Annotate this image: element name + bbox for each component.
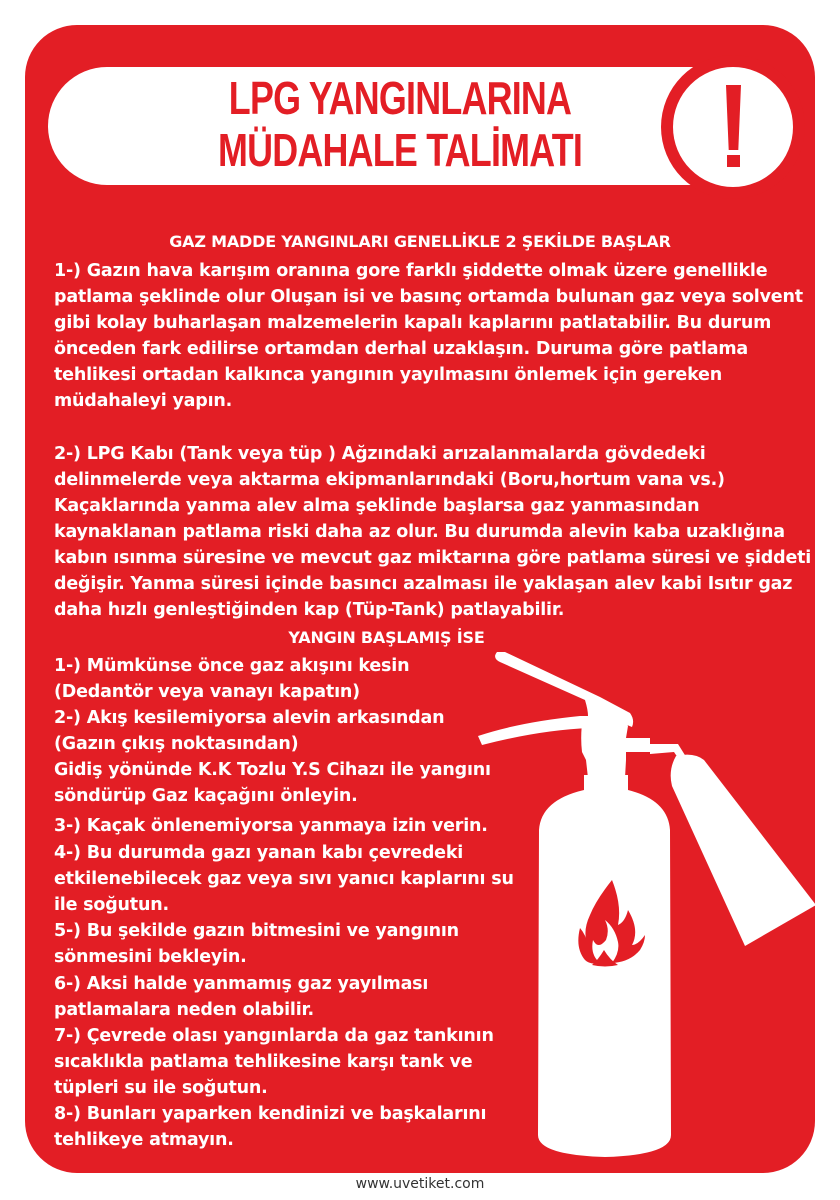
section2-line: ile soğutun.: [54, 895, 169, 915]
section1-line: kaynaklanan patlama riski daha az olur. Bu durumda alevin kaba uzaklığına: [54, 522, 785, 542]
section2-line: 6-) Aksi halde yanmamış gaz yayılması: [54, 974, 429, 994]
section2-line: sönmesini bekleyin.: [54, 947, 247, 967]
section1-line: patlama şeklinde olur Oluşan isi ve basınç ortamda bulunan gaz veya solvent: [54, 287, 803, 307]
section1-line: müdahaleyi yapın.: [54, 391, 233, 411]
section1-line: delinmelerde veya aktarma ekipmanlarındaki (Boru,hortum vana vs.): [54, 470, 725, 490]
section2-heading: YANGIN BAŞLAMIŞ İSE: [288, 628, 485, 647]
section1-line: gibi kolay buharlaşan malzemelerin kapalı kaplarını patlatabilir. Bu durum: [54, 313, 772, 333]
section2-line: 3-) Kaçak önlenemiyorsa yanmaya izin verin.: [54, 816, 488, 836]
section2-line: 5-) Bu şekilde gazın bitmesini ve yangının: [54, 921, 459, 941]
section1-line: 2-) LPG Kabı (Tank veya tüp ) Ağzındaki arızalanmalarda gövdedeki: [54, 444, 706, 464]
section2-line: 4-) Bu durumda gazı yanan kabı çevredeki: [54, 843, 464, 863]
website-footer: www.uvetiket.com: [355, 1176, 485, 1192]
section1-line: önceden fark edilirse ortamdan derhal uzaklaşın. Duruma göre patlama: [54, 339, 749, 359]
section1-line: değişir. Yanma süresi içinde basıncı azalması ile yaklaşan alev kabi Isıtır gaz: [54, 574, 793, 594]
section2-line: tehlikeye atmayın.: [54, 1130, 234, 1150]
section2-line: (Gazın çıkış noktasından): [54, 734, 299, 754]
section2-line: 1-) Mümkünse önce gaz akışını kesin: [54, 656, 410, 676]
section2-line: Gidiş yönünde K.K Tozlu Y.S Cihazı ile yangını: [54, 760, 491, 780]
title-line-2: MÜDAHALE TALİMATI: [217, 124, 583, 176]
section1-line: Kaçaklarında yanma alev alma şeklinde başlarsa gaz yanmasından: [54, 496, 700, 516]
section1-line: 1-) Gazın hava karışım oranına gore farklı şiddette olmak üzere genellikle: [54, 261, 768, 281]
section2-line: 7-) Çevrede olası yangınlarda da gaz tankının: [54, 1026, 494, 1046]
section2-line: 8-) Bunları yaparken kendinizi ve başkalarını: [54, 1104, 487, 1124]
section2-line: (Dedantör veya vanayı kapatın): [54, 682, 360, 702]
section1-line: tehlikesi ortadan kalkınca yangının yayılmasını önlemek için gereken: [54, 365, 722, 385]
title-line-1: LPG YANGINLARINA: [228, 72, 572, 124]
section1-line: daha hızlı genleştiğinden kap (Tüp-Tank) patlayabilir.: [54, 600, 565, 620]
section2-line: sıcaklıkla patlama tehlikesine karşı tank ve: [54, 1052, 473, 1072]
section2-line: etkilenebilecek gaz veya sıvı yanıcı kaplarını su: [54, 869, 514, 889]
section1-line: kabın ısınma süresine ve mevcut gaz miktarına göre patlama süresi ve şiddeti: [54, 548, 812, 568]
section2-line: tüpleri su ile soğutun.: [54, 1078, 268, 1098]
section2-line: 2-) Akış kesilemiyorsa alevin arkasından: [54, 708, 445, 728]
section2-line: patlamalara neden olabilir.: [54, 1000, 314, 1020]
section1-heading: GAZ MADDE YANGINLARI GENELLİKLE 2 ŞEKİLDE BAŞLAR: [169, 232, 671, 251]
section2-line: söndürüp Gaz kaçağını önleyin.: [54, 786, 358, 806]
